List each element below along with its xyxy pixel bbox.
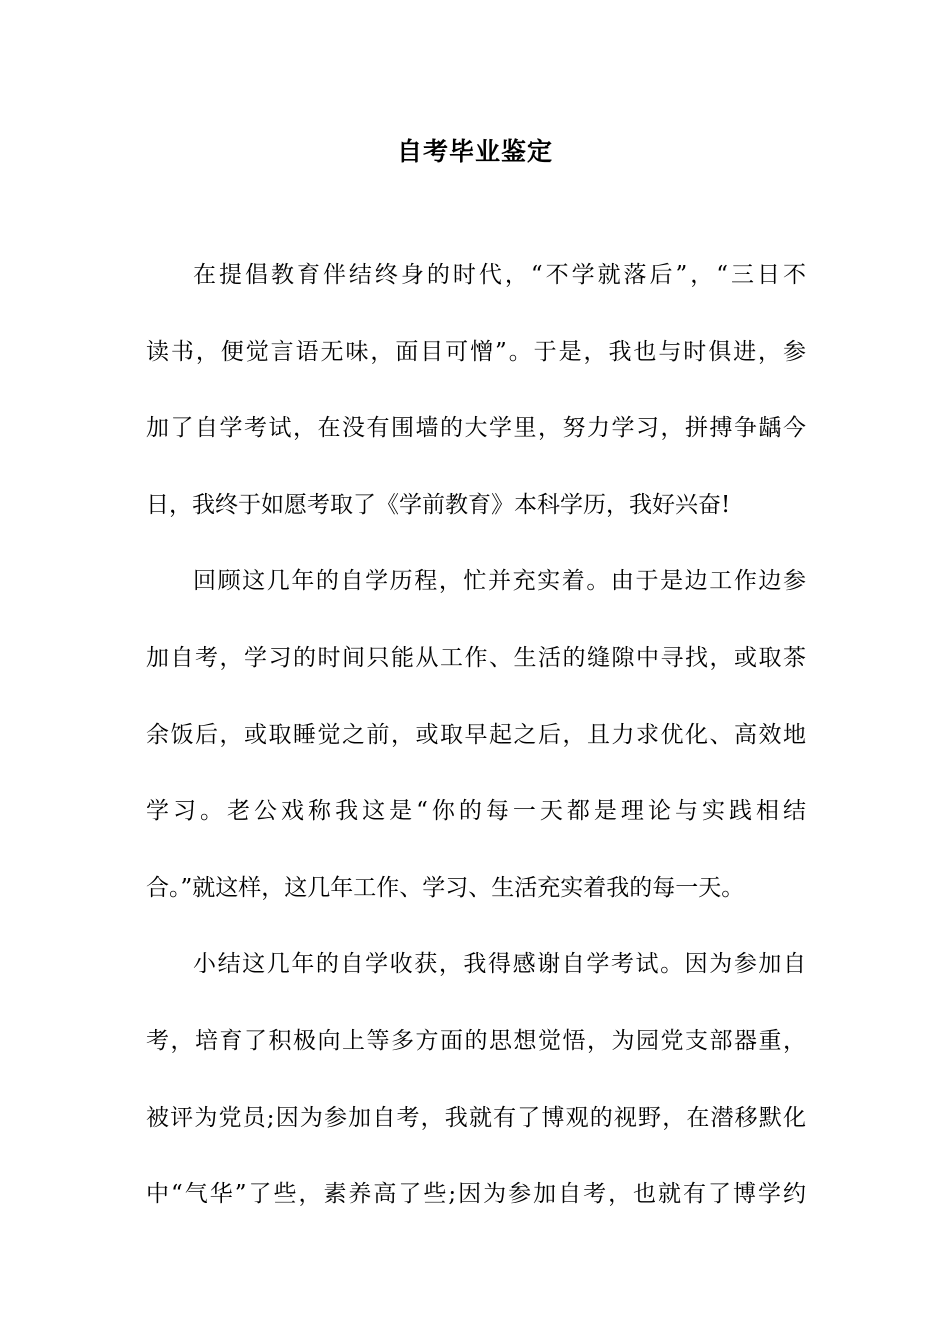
paragraph-1 — [146, 256, 806, 524]
paragraph-line: 加了自学考试，在没有围墙的大学里，努力学习，拼搏争龋今 — [146, 415, 806, 442]
paragraph-line: 小结这几年的自学收获，我得感谢自学考试。因为参加自 — [193, 951, 806, 978]
document-body — [146, 256, 806, 1252]
paragraph-line: 读书，便觉言语无味，面目可憎”。于是，我也与时俱进，参 — [146, 338, 806, 365]
paragraph-3 — [146, 945, 806, 1213]
paragraph-line: 合。”就这样，这几年工作、学习、生活充实着我的每一天。 — [146, 874, 745, 901]
paragraph-line: 加自考，学习的时间只能从工作、生活的缝隙中寻找，或取茶 — [146, 644, 806, 671]
paragraph-line: 日，我终于如愿考取了《学前教育》本科学历，我好兴奋! — [146, 491, 731, 518]
paragraph-line: 考，培育了积极向上等多方面的思想觉悟，为园党支部器重， — [146, 1027, 806, 1054]
document-title: 自考毕业鉴定 — [396, 137, 553, 166]
paragraph-line: 被评为党员;因为参加自考，我就有了博观的视野，在潜移默化 — [146, 1104, 806, 1131]
paragraph-line: 回顾这几年的自学历程，忙并充实着。由于是边工作边参 — [193, 568, 806, 595]
paragraph-line: 余饭后，或取睡觉之前，或取早起之后，且力求优化、高效地 — [146, 721, 806, 748]
paragraph-line: 在提倡教育伴结终身的时代，“不学就落后”，“三日不 — [193, 262, 806, 288]
paragraph-line: 中“气华”了些，素养高了些;因为参加自考，也就有了博学约 — [146, 1181, 806, 1208]
paragraph-line: 学习。老公戏称我这是“你的每一天都是理论与实践相结 — [146, 798, 806, 825]
paragraph-2 — [146, 562, 806, 907]
